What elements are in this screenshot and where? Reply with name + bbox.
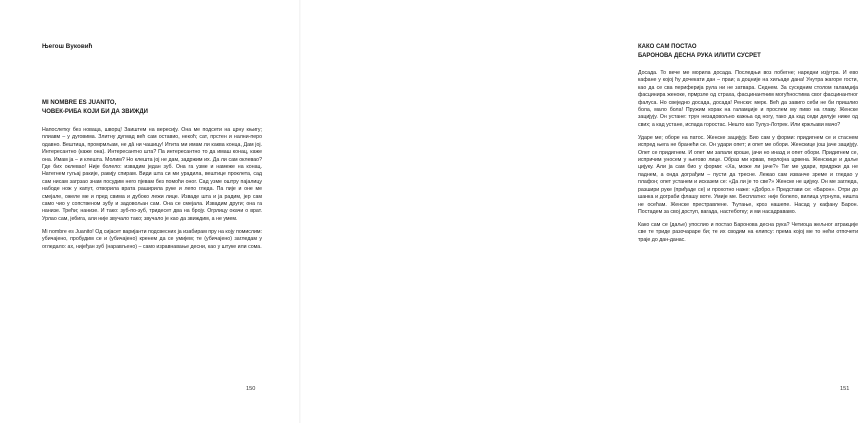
chapter-title: [638, 43, 868, 60]
chapter-title-line: MI NOMBRE ES JUANITO,: [42, 100, 117, 106]
chapter-title: [42, 99, 272, 116]
chapter-title-line: БАРОНОВА ДЕСНА РУКА ИЛИТИ СУСРЕТ: [638, 52, 761, 59]
author-name: Његош Вуковић: [42, 43, 93, 50]
paragraph: Напослетку без новаца, шворц! Заиштем на вересију. Она ме подсети на црну књигу; плиавм – у дуговима. Злитну дугмад већ сам оставио, некоћ; сат, прстен и нални-перо одавно. Вештица, промрмљам, не дâ ни чашицу! Итита ми имам ли каква конца, Дам јој. Интересантно (каже она). Интересантно шта? Па интересантно то да имаш конац, каже она. Имам ја – и клешта. Молим? Но клешта јој не дам, задржим их. Да ли сам оклевао? Где бих оклевао! Није болело: извадим један зуб. Она га узме и намеже на конац. Натегнем гуљај ракије, ракију спирам. Види шта си ми урадила, вештице проклета, сад сам нисам загрзао знам посудим него пјевам без помоћи оног. Сад узме оштру пајалицу набоде нож у капут, отворила врата раширила руке и лепо гледа. Па пије и оне ме смејале, ожеле ме и пред свима и дубоко лежи лице. Изваде шта и ја радим, јер сам само чио у сопственом зубу и задовољан сам. Она се смејала. Извадим други; она га нанизе. Трећи; нанизе. И тако: зуб-по-зуб, тридесет два на броју. Огрлицу окачи о врат. Урлао сам, јебига, али није звучало тако; звучало је као да звиждим, а не умем.: [42, 127, 262, 222]
paragraph: Досада. То вече ме морила досада. Последњи воз побегне; наредни изјутра. И ево кафане у којој ћу дочекати дан – праи; а доцније на хиљаде дана! Унутра жагоре гости, као да се сва периферија рула ни не затвара. Седнем. За суседним столом галамџија фасцинира женоке, прмрзле од страха, фасцинантним могућностима свог фасцинантног фалуса. Но свеједно досада, досада! Ренски: мерк. Већ да завиго себи не би пришлио бола, мало бола! Пружим корак на галамџије и прослем му пиво на главу. Женске зацијују. Он устане: трун незадовољно кажња од ногу, тако да кад седи делује ниже од свих; а кад устане, испада горостас. Нешто као Тулуз-Лотрек. Или кржљави мачо?: [638, 70, 858, 128]
page-number: 150: [246, 386, 256, 392]
body-text: [638, 70, 858, 250]
left-page: [0, 0, 300, 423]
paragraph: Mi nombre es Juanito! Од сијасет варијанти подсвесних ја изабирам пру на коју помислим: убичајено, пробудим се и (убичајено) кренем да се умијем; те (убичајено) загледам у огледало: ах, нијеђан зуб (нарављено) – само изравнавање десни, као у штуке или сома.: [42, 228, 262, 250]
right-page: [300, 0, 858, 423]
paragraph: Како сам се (даље) упослио и постао Баронова десна рука? Четиоца жељног атракције све те триде разочараре би; те их сводим на елипсу: према којој ме то нећи отпочети траје до дан-данас.: [638, 221, 858, 243]
paragraph: Ударе ме; оборе на патос. Женске зацијују. Био сам у форми: придигнем се и стаснем испред њега не бранећи се. Он удари опет; и опет ме обори. Женскице још јаче зацијују. Опет се придигнем. И опет ми запали кроше, јачи но иназд и опет обори. Придигнем се, испричим уносем у његово лице. Образ ми крвав, перлојна црвена. Женскице и даље цијуку. Али ја сам био у форми: «Ха, може ли јаче?» Тиг ме удари, придржи да не паднем, а онда дограђим – пусти да тресне. Лежао сам изванче зреме и гледао у плафон; опет устанем и исказем се: «Да ли је то све?» Женске не цијуку. Он ме загледа, разшири руке (приђаде се) и прохотно наже: «Добро.» Представи се: «Барон». Отри до шанка и дограби флашу воте. Умије ме. Бесплатно: није болело, вилица утрнула, ништа не осећам. Женске престравлене. Ћутање, кроз нашепе. Насад у кафану Барон. Постадем за свој доступ, вагада, настеботку; и ми насадравамо.: [638, 134, 858, 215]
page-number: 151: [840, 386, 850, 392]
chapter-title-line: ЧОВЕК-РИБА КОЈИ БИ ДА ЗВИЖДИ: [42, 108, 148, 115]
body-text: [42, 127, 262, 257]
chapter-title-line: КАКО САМ ПОСТАО: [638, 44, 697, 50]
